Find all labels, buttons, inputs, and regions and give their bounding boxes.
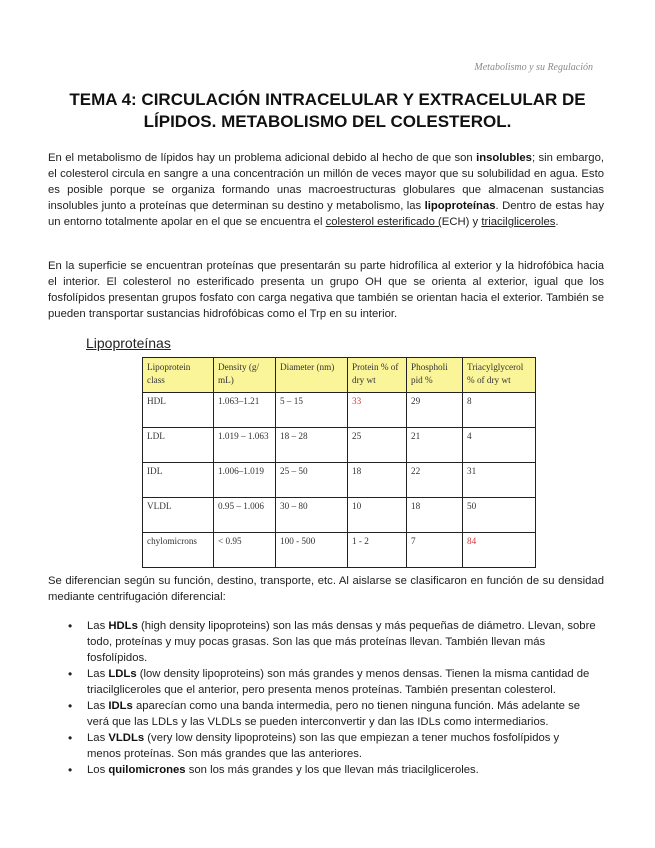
classification-intro: Se diferencian según su función, destino, transporte, etc. Al aislarse se clasificaron en función de su densidad mediante centrifugación diferencial: [48, 575, 604, 603]
table-cell: 8 [463, 393, 536, 428]
intro-paragraph-2: En la superficie se encuentran proteínas que presentarán su parte hidrofílica al exterior y la hidrofóbica hacia el interior. El colesterol no esterificado presenta un grupo OH que se orienta al exterior, igual que los fosfolípidos presentan grupos fosfato con carga negativa que también se orientan hacia el exterior. También se pueden transportar sustancias hidrofóbicas como el Trp en su interior. [48, 260, 604, 320]
table-cell: 4 [463, 428, 536, 463]
list-item [48, 666, 596, 698]
table-cell: 1 - 2 [348, 533, 407, 568]
table-cell: 22 [407, 463, 463, 498]
list-item-text: (low density lipoproteins) son más grandes y menos densas. Tienen la misma cantidad de triacilgliceroles que el anterior, pero presenta menos proteínas. También presentan colesterol. [87, 668, 590, 696]
section-heading-lipoproteinas: Lipoproteínas [86, 335, 171, 351]
p1-text-e: . Dentro de estas hay un entorno totalmente apolar en el que se encuentra el [48, 200, 604, 228]
page-title [40, 89, 615, 133]
table-cell: 18 – 28 [276, 428, 348, 463]
classification-list [48, 618, 596, 778]
column-header: Density (g/ mL) [214, 358, 276, 393]
list-item-term: HDLs [108, 620, 138, 632]
table-cell: HDL [143, 393, 214, 428]
table-cell: 50 [463, 498, 536, 533]
table-cell: < 0.95 [214, 533, 276, 568]
column-header: Phospholi pid % [407, 358, 463, 393]
p1-text-a: En el metabolismo de lípidos hay un problema adicional debido al hecho de que son [48, 152, 477, 164]
term-lipoproteinas: lipoproteínas [424, 200, 496, 212]
table-cell-highlight: 33 [348, 393, 407, 428]
title-line-1: TEMA 4: CIRCULACIÓN INTRACELULAR Y EXTRACELULAR DE [69, 90, 586, 109]
table-cell: 18 [407, 498, 463, 533]
list-item-pre: Las [87, 732, 109, 744]
table-cell: 25 [348, 428, 407, 463]
list-item-term: LDLs [108, 668, 137, 680]
table-cell: 5 – 15 [276, 393, 348, 428]
table-cell: 7 [407, 533, 463, 568]
intro-paragraph-1 [48, 150, 604, 230]
table-cell: chylomicrons [143, 533, 214, 568]
list-item-text: son los más grandes y los que llevan más triacilgliceroles. [185, 764, 479, 776]
table-cell: 30 – 80 [276, 498, 348, 533]
table-cell: 1.006–1.019 [214, 463, 276, 498]
list-item [48, 730, 596, 762]
list-item [48, 762, 596, 778]
list-item-term: VLDLs [108, 732, 145, 744]
column-header: Protein % of dry wt [348, 358, 407, 393]
column-header: Lipoprotein class [143, 358, 214, 393]
p1-text-i: . [555, 216, 559, 228]
table-row [143, 463, 536, 498]
running-header: Metabolismo y su Regulación [474, 62, 593, 73]
list-item-pre: Los [87, 764, 109, 776]
list-item-text: (high density lipoproteins) son las más densas y más pequeñas de diámetro. Llevan, sobre todo, proteínas y muy pocas grasas. Son las que más proteínas llevan. También llevan más fosfolípidos. [87, 620, 596, 664]
column-header: Triacylglycerol % of dry wt [463, 358, 536, 393]
term-insolubles: insolubles [476, 152, 532, 164]
p1-text-g: ECH) y [441, 216, 482, 228]
list-item-pre: Las [87, 700, 109, 712]
table-cell: 100 - 500 [276, 533, 348, 568]
list-item [48, 618, 596, 666]
term-colesterol-esterificado: colesterol esterificado ( [325, 216, 442, 228]
list-item [48, 698, 596, 730]
table-cell: 0.95 – 1.006 [214, 498, 276, 533]
list-item-text: (very low density lipoproteins) son las que empiezan a tener muchos fosfolípidos y menos proteínas. Son más grandes que las anteriores. [87, 732, 560, 760]
list-item-pre: Las [87, 668, 109, 680]
table-row [143, 533, 536, 568]
table-cell: 10 [348, 498, 407, 533]
table-row [143, 498, 536, 533]
table-cell: VLDL [143, 498, 214, 533]
table-cell: 1.063–1.21 [214, 393, 276, 428]
table-cell: 21 [407, 428, 463, 463]
table-row [143, 428, 536, 463]
list-item-text: aparecían como una banda intermedia, pero no tienen ninguna función. Más adelante se verá que las LDLs y las VLDLs se pueden interconvertir y dan las IDLs como intermediarios. [87, 700, 581, 728]
table-row [143, 393, 536, 428]
table-cell: LDL [143, 428, 214, 463]
column-header: Diameter (nm) [276, 358, 348, 393]
table-cell: 18 [348, 463, 407, 498]
table-cell: IDL [143, 463, 214, 498]
table-header-row [143, 358, 536, 393]
list-item-term: quilomicrones [108, 764, 186, 776]
table-cell: 31 [463, 463, 536, 498]
p1-text-c: ; sin embargo, el colesterol circula en sangre a una concentración un millón de veces mayor que su solubilidad en agua. Esto es posible porque se organiza formando unas macroestructuras globulares que almacenan sustancias insolubles junto a proteínas que determinan su destino y metabolismo, las [48, 152, 604, 212]
table-cell: 29 [407, 393, 463, 428]
table-cell-highlight: 84 [463, 533, 536, 568]
title-line-2: LÍPIDOS. METABOLISMO DEL COLESTEROL. [143, 112, 512, 131]
table-cell: 25 – 50 [276, 463, 348, 498]
list-item-pre: Las [87, 620, 109, 632]
list-item-term: IDLs [108, 700, 133, 712]
term-triacilgliceroles: triacilgliceroles [481, 216, 556, 228]
table-cell: 1.019 – 1.063 [214, 428, 276, 463]
lipoprotein-table [142, 357, 536, 568]
